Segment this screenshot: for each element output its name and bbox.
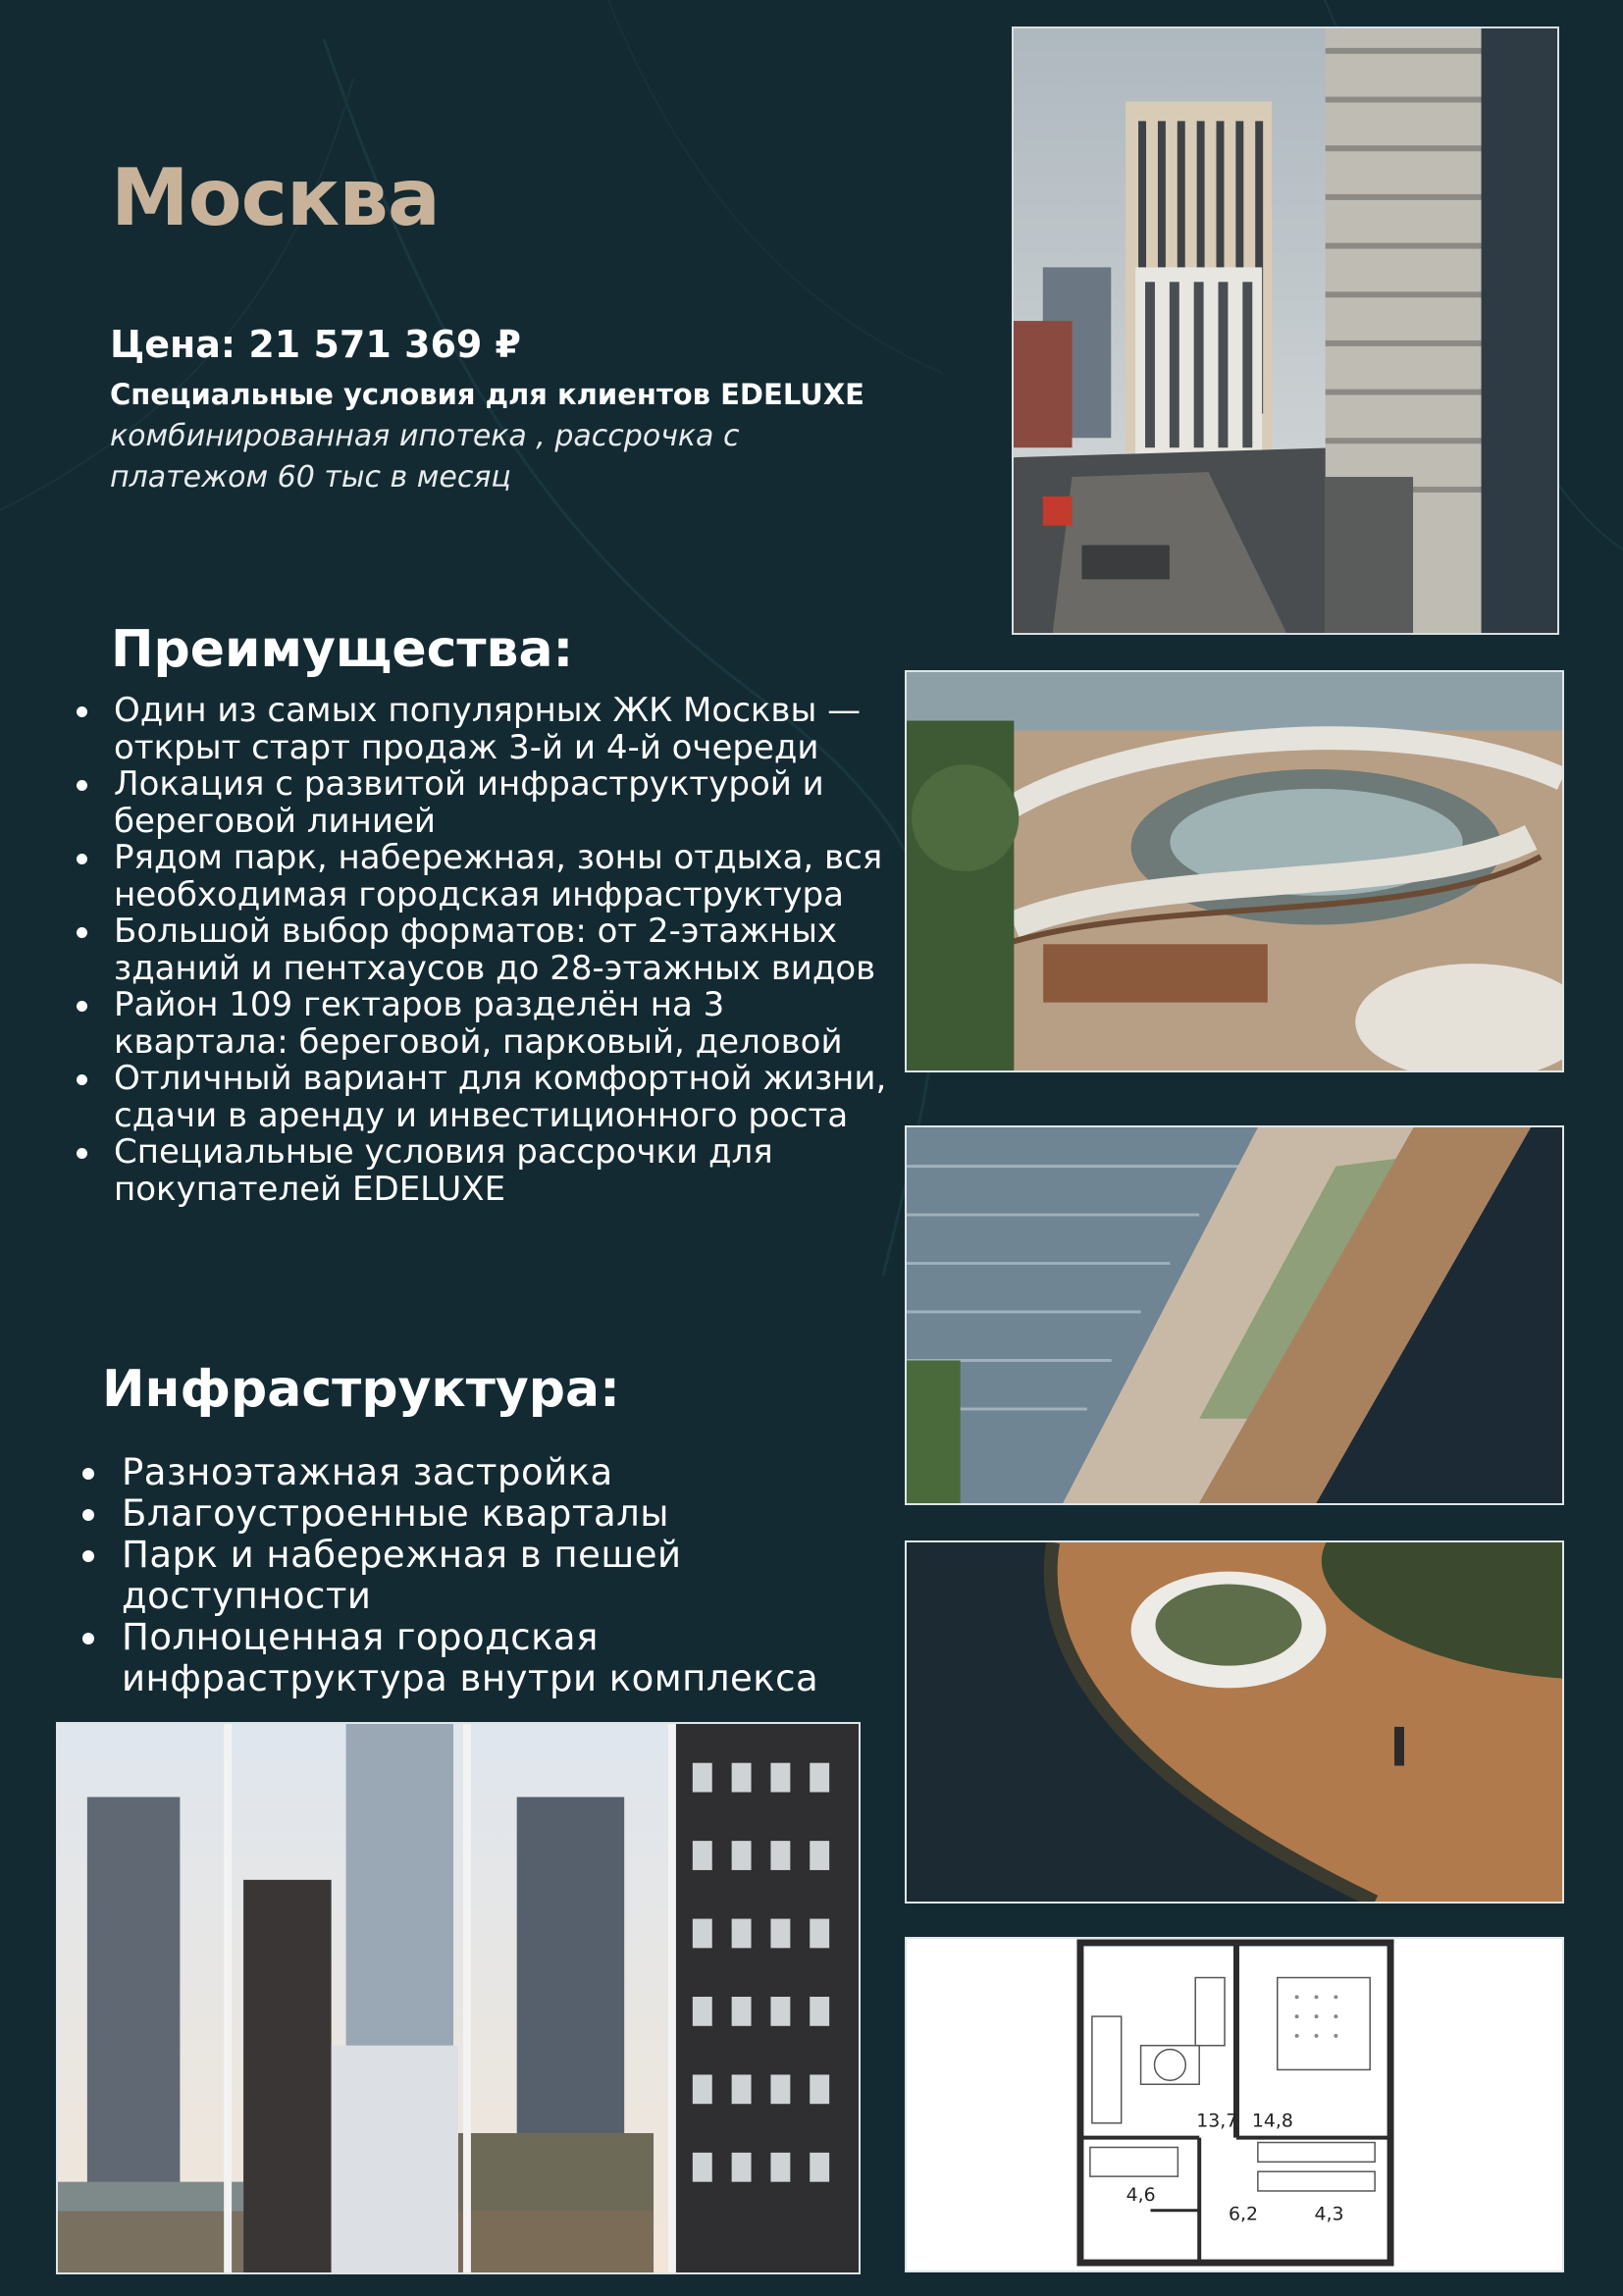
special-conditions-title: Специальные условия для клиентов EDELUXE [110,378,864,411]
room-area-label: 13,7 [1196,2111,1238,2132]
list-item: Один из самых популярных ЖК Москвы — открыт старт продаж 3-й и 4-й очереди [77,693,891,766]
infrastructure-heading: Инфраструктура: [102,1360,620,1419]
list-item: Парк и набережная в пешей доступности [80,1535,895,1617]
landscaped-pond-photo [905,670,1564,1072]
list-item: Полноценная городская инфраструктура внутри комплекса [80,1617,895,1699]
list-item: Отличный вариант для комфортной жизни, сдачи в аренду и инвестиционного роста [77,1061,891,1134]
list-item: Большой выбор форматов: от 2-этажных зданий и пентхаусов до 28-этажных видов [77,913,891,987]
room-area-label: 4,3 [1314,2204,1344,2225]
payment-terms: комбинированная ипотека , рассрочка с платежом 60 тыс в месяц [110,419,740,495]
room-area-label: 6,2 [1229,2204,1259,2225]
advantages-heading: Преимущества: [111,620,574,679]
list-item: Специальные условия рассрочки для покупателей EDELUXE [77,1134,891,1208]
floor-plan [905,1937,1564,2272]
list-item: Разноэтажная застройка [80,1452,895,1493]
residential-towers-collage [56,1722,861,2274]
pool-promenade-photo [905,1125,1564,1505]
list-item: Рядом парк, набережная, зоны отдыха, вся необходимая городская инфраструктура [77,840,891,913]
list-item: Локация с развитой инфраструктурой и береговой линией [77,766,891,840]
city-buildings-photo [1012,26,1559,635]
list-item: Район 109 гектаров разделён на 3 квартала: береговой, парковый, деловой [77,987,891,1061]
boardwalk-photo [905,1540,1564,1904]
price: Цена: 21 571 369 ₽ [110,323,522,366]
advantages-list [77,693,891,1208]
list-item: Благоустроенные кварталы [80,1493,895,1535]
room-area-label: 14,8 [1251,2111,1293,2132]
page-title: Москва [111,152,440,243]
room-area-label: 4,6 [1126,2184,1156,2206]
infrastructure-list [80,1452,895,1699]
